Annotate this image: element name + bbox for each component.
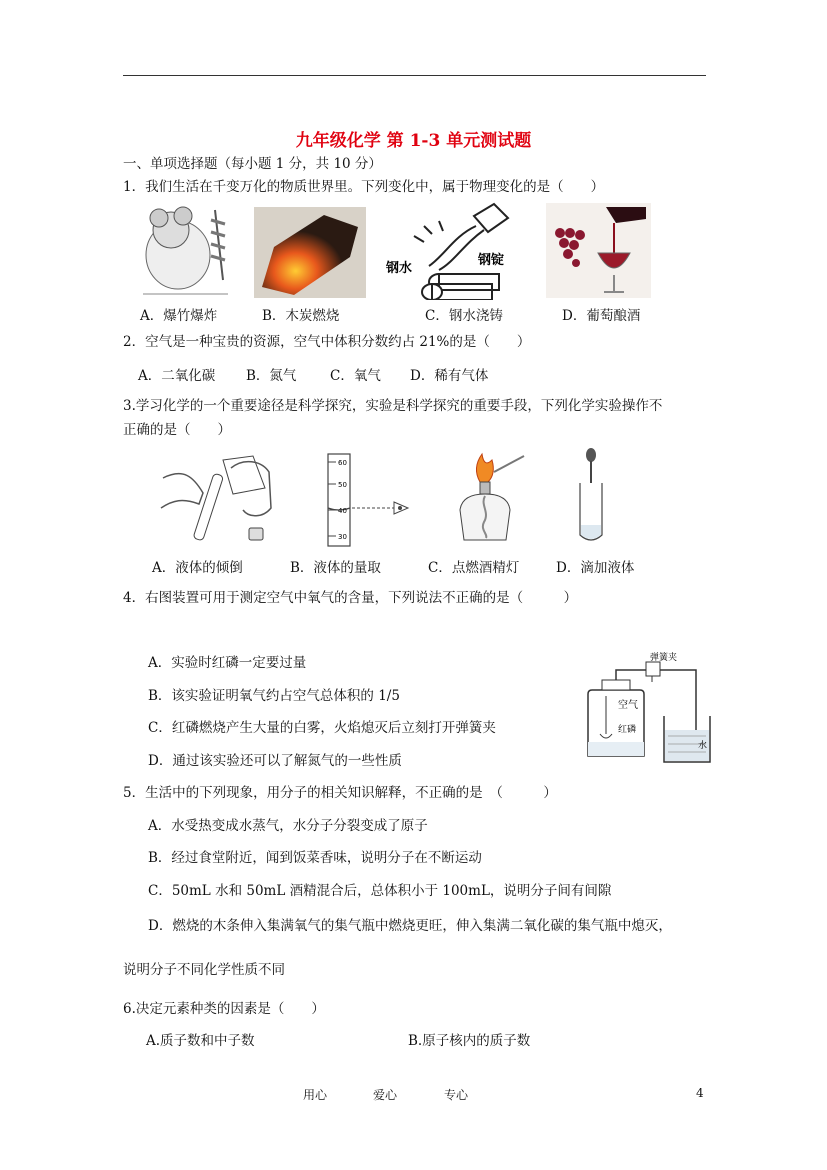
firecracker-illustration [133,200,233,298]
cylinder-tick-50: 50 [338,481,347,489]
q3-option-b: B．液体的量取 [290,560,381,576]
cylinder-tick-40: 40 [338,507,347,515]
q4-option-b: B．该实验证明氧气约占空气总体积的 1/5 [148,688,400,704]
question-1-stem: 1．我们生活在千变万化的物质世界里。下列变化中，属于物理变化的是（ ） [123,179,605,195]
q2-option-a: A．二氧化碳 [138,368,216,384]
q5-option-b: B．经过食堂附近，闻到饭菜香味，说明分子在不断运动 [148,850,482,866]
q4-option-c: C．红磷燃烧产生大量的白雾，火焰熄灭后立刻打开弹簧夹 [148,720,496,736]
wine-pouring-photo [546,203,651,298]
liquid-pouring-illustration [153,448,273,548]
question-3-stem-line2: 正确的是（ ） [123,422,231,438]
q1-option-d: D．葡萄酿酒 [562,308,641,324]
q4-option-d: D．通过该实验还可以了解氮气的一些性质 [148,753,402,769]
footer-item-2: 爱心 [373,1088,398,1102]
cylinder-tick-60: 60 [338,459,347,467]
alcohol-lamp-illustration [452,450,532,546]
q1-option-c: C．钢水浇铸 [425,308,503,324]
q2-option-d: D．稀有气体 [410,368,489,384]
label-spring-clip: 弹簧夹 [650,653,678,663]
question-2-stem: 2．空气是一种宝贵的资源，空气中体积分数约占 21%的是（ ） [123,334,531,350]
question-4-stem: 4．右图装置可用于测定空气中氧气的含量，下列说法不正确的是（ ） [123,590,578,606]
label-red-phosphorus: 红磷 [618,725,637,735]
q5-option-d-continuation: 说明分子不同化学性质不同 [123,962,285,978]
cylinder-tick-30: 30 [338,533,347,541]
steel-casting-illustration [384,196,514,300]
q2-option-c: C．氧气 [330,368,381,384]
q3-option-a: A．液体的倾倒 [152,560,243,576]
footer-item-3: 专心 [444,1088,469,1102]
label-steel-ingot: 钢锭 [478,253,505,268]
q1-option-a: A．爆竹爆炸 [140,308,218,324]
label-air: 空气 [618,700,638,711]
q3-option-c: C．点燃酒精灯 [428,560,520,576]
q5-option-d: D．燃烧的木条伸入集满氧气的集气瓶中燃烧更旺，伸入集满二氧化碳的集气瓶中熄灭， [148,918,672,934]
q5-option-a: A．水受热变成水蒸气，水分子分裂变成了原子 [148,818,428,834]
dropper-illustration [566,447,616,547]
question-5-stem: 5．生活中的下列现象，用分子的相关知识解释，不正确的是 （ ） [123,785,557,801]
page-title: 九年级化学 第 1-3 单元测试题 [295,131,532,151]
q5-option-c: C．50mL 水和 50mL 酒精混合后，总体积小于 100mL，说明分子间有间隙 [148,883,612,899]
question-6-stem: 6.决定元素种类的因素是（ ） [123,1001,325,1017]
q6-option-a: A.质子数和中子数 [146,1033,255,1049]
footer-item-1: 用心 [303,1088,328,1102]
page-number: 4 [696,1086,704,1100]
q1-option-b: B．木炭燃烧 [262,308,340,324]
q6-option-b: B.原子核内的质子数 [408,1033,531,1049]
q4-option-a: A．实验时红磷一定要过量 [148,655,307,671]
oxygen-measurement-apparatus [568,650,714,764]
label-water: 水 [698,741,708,751]
graduated-cylinder-illustration [322,452,412,548]
q3-option-d: D．滴加液体 [556,560,635,576]
header-rule [123,75,706,76]
question-3-stem-line1: 3.学习化学的一个重要途径是科学探究，实验是科学探究的重要手段，下列化学实验操作不 [123,398,663,414]
q2-option-b: B．氮气 [246,368,297,384]
label-molten-steel: 钢水 [386,261,413,276]
burning-charcoal-photo [254,207,366,298]
section-heading: 一、单项选择题（每小题 1 分，共 10 分） [123,156,382,172]
